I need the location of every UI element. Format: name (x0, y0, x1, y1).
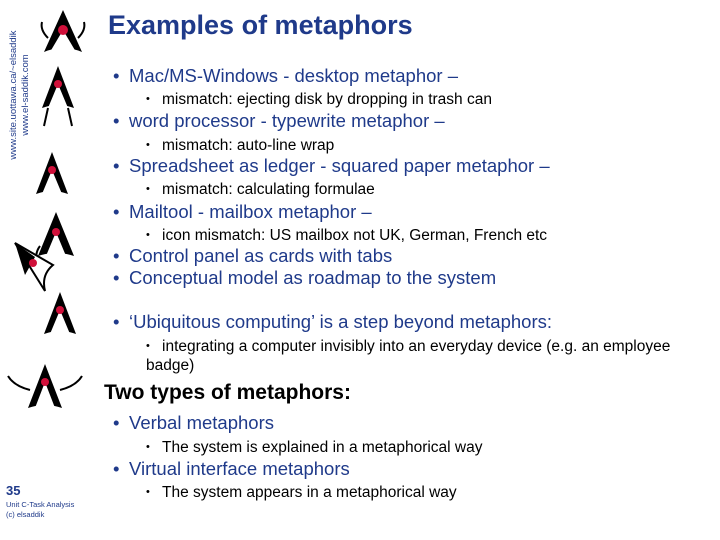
sub-bullet-appears (146, 484, 457, 502)
bullet-marker: • (146, 183, 150, 195)
bullet-text: mismatch: calculating formulae (162, 181, 375, 198)
bullet-marker: • (146, 340, 150, 352)
bullet-text: Mac/MS-Windows - desktop metaphor – (129, 65, 459, 86)
bullet-marker: • (113, 65, 120, 86)
bullet-marker: • (113, 267, 120, 288)
bullet-marker: • (146, 93, 150, 105)
page-number: 35 (6, 483, 21, 498)
sub-bullet-employee-badge (146, 337, 706, 375)
bullet-text: ‘Ubiquitous computing’ is a step beyond metaphors: (129, 311, 552, 332)
bullet-text: Control panel as cards with tabs (129, 245, 393, 266)
bullet-marker: • (146, 441, 150, 453)
sub-bullet-line-wrap (146, 137, 334, 155)
bullet-conceptual-model (113, 267, 496, 289)
duke-mascot-icon (38, 62, 78, 132)
subheading-two-types: Two types of metaphors: (104, 381, 351, 404)
bullet-text: Spreadsheet as ledger - squared paper metaphor – (129, 155, 550, 176)
duke-mascot-icon (40, 290, 80, 340)
duke-mascot-icon (38, 8, 88, 58)
side-url-line1: www.site.uottawa.ca/~elsaddik (8, 30, 19, 160)
sub-bullet-mailbox-icon (146, 227, 547, 245)
sub-bullet-trash-can (146, 91, 492, 109)
footer-line1: Unit C-Task Analysis (6, 500, 75, 509)
side-url (8, 0, 32, 195)
bullet-control-panel (113, 245, 392, 267)
slide-title: Examples of metaphors (108, 10, 413, 40)
bullet-marker: • (146, 139, 150, 151)
bullet-typewrite-metaphor (113, 110, 445, 132)
bullet-text: word processor - typewrite metaphor – (129, 110, 445, 131)
bullet-text: Virtual interface metaphors (129, 458, 350, 479)
bullet-text: mismatch: auto-line wrap (162, 137, 335, 154)
bullet-virtual-interface (113, 458, 350, 480)
bullet-desktop-metaphor (113, 65, 458, 87)
bullet-marker: • (113, 110, 120, 131)
duke-mascot-icon (5, 235, 60, 295)
bullet-marker: • (113, 311, 120, 332)
bullet-text: Verbal metaphors (129, 412, 275, 433)
bullet-text: icon mismatch: US mailbox not UK, German, French etc (162, 227, 548, 244)
bullet-text: mismatch: ejecting disk by dropping in trash can (162, 91, 492, 108)
bullet-text: The system appears in a metaphorical way (162, 484, 457, 501)
bullet-marker: • (146, 486, 150, 498)
bullet-marker: • (113, 245, 120, 266)
bullet-verbal-metaphors (113, 412, 274, 434)
bullet-marker: • (113, 458, 120, 479)
bullet-text: Mailtool - mailbox metaphor – (129, 201, 372, 222)
bullet-marker: • (113, 412, 120, 433)
bullet-text: integrating a computer invisibly into an everyday device (e.g. an employee badge) (146, 338, 671, 374)
bullet-mailbox-metaphor (113, 201, 372, 223)
sub-bullet-explained (146, 439, 482, 457)
sub-bullet-formulae (146, 181, 375, 199)
bullet-text: Conceptual model as roadmap to the system (129, 267, 497, 288)
duke-mascot-icon (32, 150, 72, 200)
duke-mascot-icon (4, 360, 86, 420)
bullet-marker: • (113, 201, 120, 222)
side-url-line2: www.el-saddik.com (20, 54, 31, 136)
footer (6, 500, 74, 520)
bullet-text: The system is explained in a metaphorical way (162, 439, 483, 456)
bullet-marker: • (146, 229, 150, 241)
bullet-ubiquitous-computing (113, 311, 552, 333)
bullet-ledger-metaphor (113, 155, 550, 177)
bullet-marker: • (113, 155, 120, 176)
footer-line2: (c) elsaddik (6, 510, 45, 519)
